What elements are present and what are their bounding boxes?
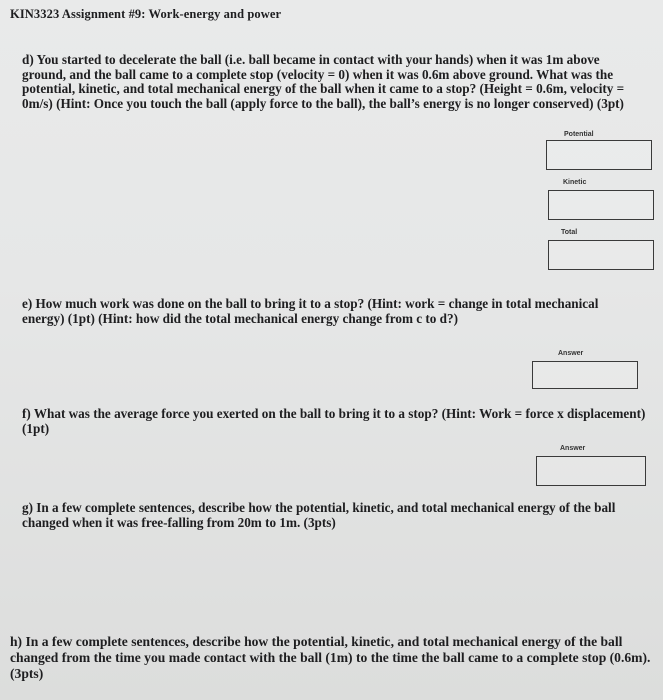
kinetic-answer-box[interactable] bbox=[548, 190, 654, 220]
answer-f-box[interactable] bbox=[536, 456, 646, 486]
potential-answer-box[interactable] bbox=[546, 140, 652, 170]
total-answer-box[interactable] bbox=[548, 240, 654, 270]
kinetic-label: Kinetic bbox=[563, 179, 587, 186]
total-label: Total bbox=[561, 229, 578, 236]
answer-e-label: Answer bbox=[558, 350, 584, 357]
question-f: f) What was the average force you exerted on the ball to bring it to a stop? (Hint: Work = force x displacement) (1pt) bbox=[22, 406, 646, 436]
answer-e-box[interactable] bbox=[532, 361, 638, 389]
question-h: h) In a few complete sentences, describe how the potential, kinetic, and total mechanical energy of the ball changed from the time you made contact with the ball (1m) to the time the ball came to a complete stop (0.6m). (3pts) bbox=[10, 634, 651, 681]
assignment-title: KIN3323 Assignment #9: Work-energy and power bbox=[10, 7, 282, 21]
question-g: g) In a few complete sentences, describe how the potential, kinetic, and total mechanical energy of the ball changed when it was free-falling from 20m to 1m. (3pts) bbox=[22, 500, 616, 530]
potential-label: Potential bbox=[564, 131, 594, 138]
question-e: e) How much work was done on the ball to bring it to a stop? (Hint: work = change in total mechanical energy) (1pt) (Hint: how did the total mechanical energy change from c to d?) bbox=[22, 296, 599, 326]
question-d: d) You started to decelerate the ball (i.e. ball became in contact with your hands) when it was 1m above ground, and the ball came to a complete stop (velocity = 0) when it was 0.6m above ground. What was the potential, kinetic, and total mechanical energy of the ball when it came to a stop? (Height = 0.6m, velocity = 0m/s) (Hint: Once you touch the ball (apply force to the ball), the ball’s energy is no longer conserved) (3pt) bbox=[22, 52, 625, 111]
answer-f-label: Answer bbox=[560, 445, 586, 452]
